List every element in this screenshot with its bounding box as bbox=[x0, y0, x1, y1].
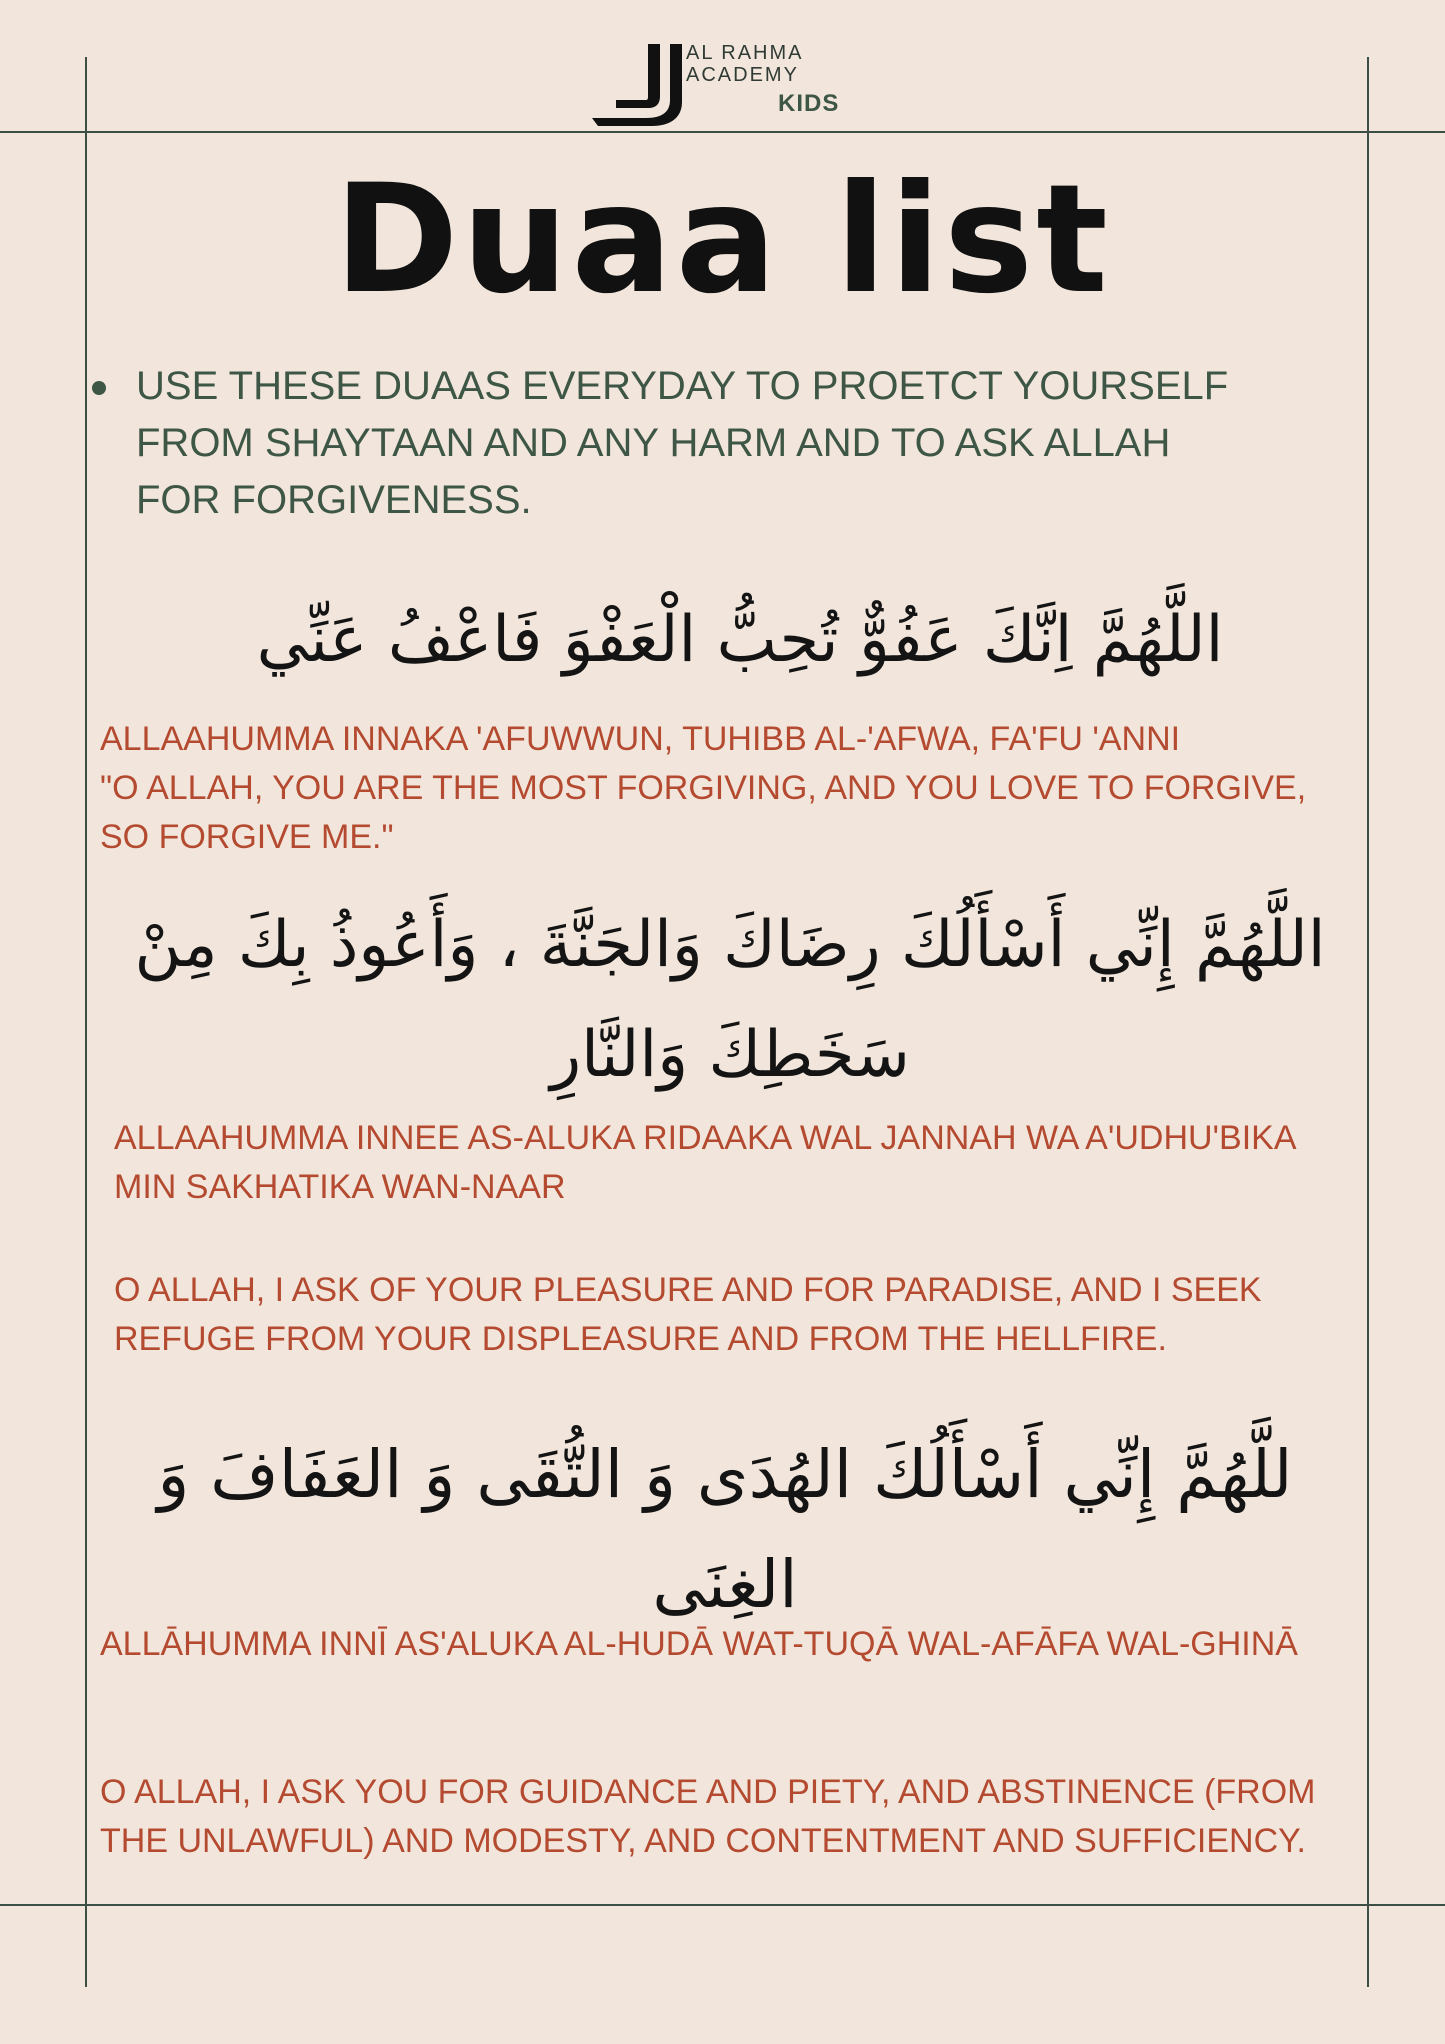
logo-mark-icon bbox=[590, 40, 690, 130]
intro-bullet bbox=[92, 358, 1252, 529]
top-divider bbox=[0, 131, 1445, 133]
dua-3-translation: O ALLAH, I ASK YOU FOR GUIDANCE AND PIETY, AND ABSTINENCE (FROM THE UNLAWFUL) AND MODESTY, AND CONTENTMENT AND SUFFICIENCY. bbox=[100, 1773, 1316, 1860]
dua-1-arabic: اللَّهُمَّ اِنَّكَ عَفُوٌّ تُحِبُّ الْعَفْوَ فَاعْفُ عَنِّي bbox=[256, 603, 1224, 677]
left-border bbox=[85, 57, 87, 1987]
dua-1-translation: "O ALLAH, YOU ARE THE MOST FORGIVING, AND YOU LOVE TO FORGIVE, SO FORGIVE ME." bbox=[100, 769, 1307, 856]
intro-text: USE THESE DUAAS EVERYDAY TO PROETCT YOURSELF FROM SHAYTAAN AND ANY HARM AND TO ASK ALLAH FOR FORGIVENESS. bbox=[136, 364, 1229, 522]
bottom-divider bbox=[0, 1904, 1445, 1906]
logo-kids: KIDS bbox=[778, 90, 840, 117]
dua-1-transliteration: ALLAAHUMMA INNAKA 'AFUWWUN, TUHIBB AL-'AFWA, FA'FU 'ANNI bbox=[100, 720, 1181, 758]
dua-2-transliteration: ALLAAHUMMA INNEE AS-ALUKA RIDAAKA WAL JANNAH WA A'UDHU'BIKA MIN SAKHATIKA WAN-NAAR bbox=[114, 1119, 1295, 1206]
logo-line-1: AL RAHMA bbox=[686, 42, 804, 64]
dua-2-arabic: اللَّهُمَّ إِنِّي أَسْأَلُكَ رِضَاكَ وَالجَنَّةَ ، وَأَعُوذُ بِكَ مِنْ سَخَطِكَ وَالنَّارِ bbox=[134, 908, 1326, 1092]
logo-line-2: ACADEMY bbox=[686, 64, 799, 86]
dua-2-translation: O ALLAH, I ASK OF YOUR PLEASURE AND FOR PARADISE, AND I SEEK REFUGE FROM YOUR DISPLEASURE AND FROM THE HELLFIRE. bbox=[114, 1271, 1262, 1358]
logo-wordmark bbox=[686, 42, 804, 86]
dua-3-arabic: للَّهُمَّ إِنِّي أَسْأَلُكَ الهُدَى وَ التُّقَى وَ العَفَافَ وَ الغِنَى bbox=[157, 1436, 1293, 1623]
right-border bbox=[1367, 57, 1369, 1987]
bullet-icon bbox=[92, 381, 106, 395]
dua-3-transliteration: ALLĀHUMMA INNĪ AS'ALUKA AL-HUDĀ WAT-TUQĀ WAL-AFĀFA WAL-GHINĀ bbox=[100, 1625, 1298, 1663]
al-rahma-academy-logo bbox=[590, 40, 850, 130]
page-title: Duaa list bbox=[334, 153, 1111, 327]
